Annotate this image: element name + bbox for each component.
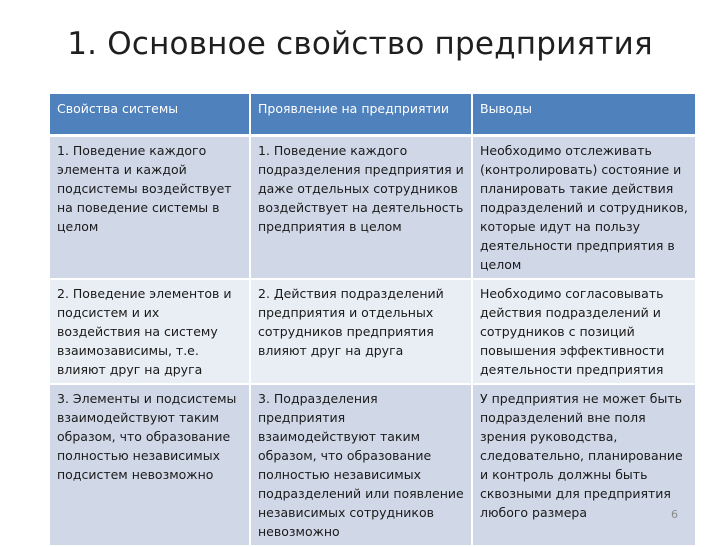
table-cell: Необходимо отслеживать (контролировать) состояние и планировать такие действия подразделений и сотрудников, которые идут на пользу деятельности предприятия в целом xyxy=(472,135,695,279)
column-header-conclusions: Выводы xyxy=(472,94,695,135)
table-row xyxy=(50,279,695,384)
table-header-row xyxy=(50,94,695,135)
table-row xyxy=(50,135,695,279)
slide-number: 6 xyxy=(671,508,678,521)
table-cell: 1. Поведение каждого подразделения предприятия и даже отдельных сотрудников воздействует на деятельность предприятия в целом xyxy=(250,135,472,279)
table-cell: 3. Подразделения предприятия взаимодействуют таким образом, что образование полностью независимых подразделений или появление независимых сотрудников невозможно xyxy=(250,384,472,546)
table-cell: 2. Действия подразделений предприятия и отдельных сотрудников предприятия влияют друг на друга xyxy=(250,279,472,384)
column-header-manifestation: Проявление на предприятии xyxy=(250,94,472,135)
table-cell: 1. Поведение каждого элемента и каждой подсистемы воздействует на поведение системы в целом xyxy=(50,135,250,279)
table-cell: 3. Элементы и подсистемы взаимодействуют таким образом, что образование полностью независимых подсистем невозможно xyxy=(50,384,250,546)
properties-table xyxy=(50,94,695,547)
table-cell: У предприятия не может быть подразделений вне поля зрения руководства, следовательно, планирование и контроль должны быть сквозными для предприятия любого размера xyxy=(472,384,695,546)
table-cell: Необходимо согласовывать действия подразделений и сотрудников с позиций повышения эффективности деятельности предприятия xyxy=(472,279,695,384)
column-header-properties: Свойства системы xyxy=(50,94,250,135)
slide-title: 1. Основное свойство предприятия xyxy=(67,26,653,62)
table-cell: 2. Поведение элементов и подсистем и их воздействия на систему взаимозависимы, т.е. влияют друг на друга xyxy=(50,279,250,384)
table-row xyxy=(50,384,695,546)
